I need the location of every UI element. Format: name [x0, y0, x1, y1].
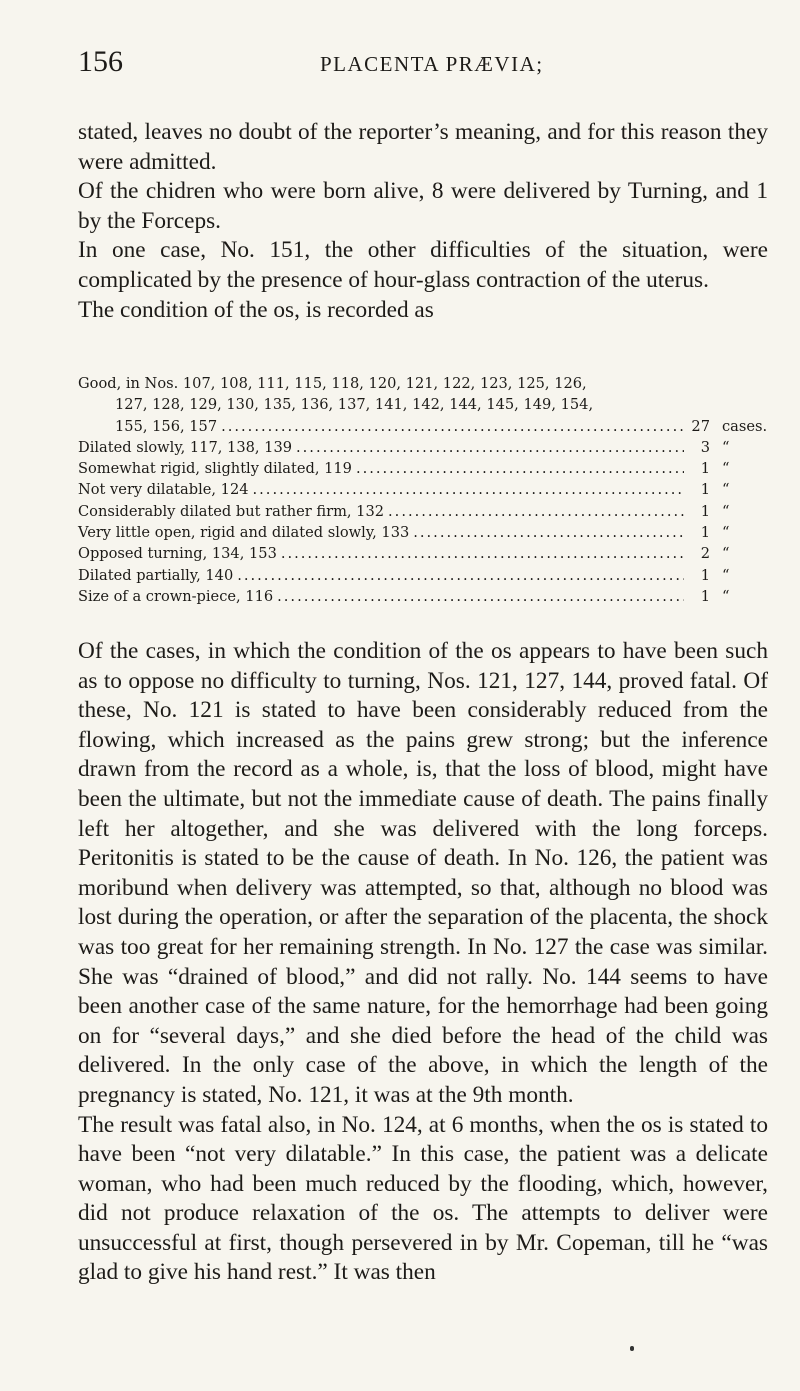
- table-entry-unit: cases.: [722, 417, 768, 435]
- table-entry-label: Opposed turning, 134, 153: [78, 545, 277, 563]
- table-row: [78, 586, 778, 607]
- table-entry-count: 3: [700, 438, 710, 456]
- table-entry-count: 1: [700, 460, 710, 478]
- paragraph: Of the chidren who were born alive, 8 were delivered by Turning, and 1 by the Forceps.: [78, 178, 768, 234]
- table-entry-count: 2: [700, 545, 710, 563]
- leader-dots: [388, 501, 684, 522]
- os-condition-table: [78, 373, 778, 607]
- table-entry-unit: “: [722, 587, 730, 605]
- page-number: 156: [78, 45, 123, 78]
- table-entry-count: 1: [700, 566, 710, 584]
- table-row: [78, 458, 778, 479]
- table-entry-unit: “: [722, 481, 730, 499]
- table-entry-unit: “: [722, 545, 730, 563]
- table-entry-count: 1: [700, 524, 710, 542]
- leader-dots: [281, 543, 684, 564]
- table-row: [78, 479, 778, 500]
- table-entry-count: 1: [700, 587, 710, 605]
- paragraph: Of the cases, in which the condition of the os appears to have been such as to oppose no difficulty to turning, Nos. 121, 127, 144, proved fatal. Of these, No. 121 is stated to have been considerably reduced from the flowing, which increased as the pains grew strong; but the inference drawn from the record as a whole, is, that the loss of blood, might have been the ultimate, but not the immediate cause of death. The pains finally left her altogether, and she was delivered with the long forceps. Peritonitis is stated to be the cause of death. In No. 126, the patient was moribund when delivery was attempted, so that, although no blood was lost during the operation, or after the separation of the placenta, the shock was too great for her remaining strength. In No. 127 the case was similar. She was “drained of blood,” and did not rally. No. 144 seems to have been another case of the same nature, for the hemorrhage had been going on for “several days,” and she died before the head of the child was delivered. In the only case of the above, in which the length of the pregnancy is stated, No. 121, it was at the 9th month.: [78, 638, 768, 1108]
- table-row: [78, 394, 778, 415]
- table-entry-unit: “: [722, 460, 730, 478]
- paragraph: The condition of the os, is recorded as: [78, 296, 434, 323]
- table-entry-unit: “: [722, 566, 730, 584]
- table-entry-label: Considerably dilated but rather firm, 132: [78, 502, 385, 520]
- running-title: PLACENTA PRÆVIA;: [320, 52, 544, 76]
- text-block-bottom: [78, 637, 768, 1288]
- leader-dots: [253, 479, 684, 500]
- table-entry-label: Dilated slowly, 117, 138, 139: [78, 438, 293, 456]
- table-row: [78, 416, 778, 437]
- leader-dots: [277, 586, 684, 607]
- table-entry-label: Somewhat rigid, slightly dilated, 119: [78, 460, 352, 478]
- leader-dots: [296, 437, 684, 458]
- table-row: [78, 522, 778, 543]
- table-row: [78, 501, 778, 522]
- paragraph: In one case, No. 151, the other difficulties of the situation, were complicated by the presence of hour-glass contraction of the uterus.: [78, 237, 768, 293]
- table-entry-unit: “: [722, 438, 730, 456]
- table-entry-label: Not very dilatable, 124: [78, 481, 249, 499]
- table-entry-label: 127, 128, 129, 130, 135, 136, 137, 141, 142, 144, 145, 149, 154,: [115, 396, 594, 414]
- paragraph: stated, leaves no doubt of the reporter’s meaning, and for this reason they were admitted.: [78, 119, 768, 175]
- table-entry-count: 1: [700, 481, 710, 499]
- table-row: [78, 373, 778, 394]
- table-entry-count: 27: [691, 417, 710, 435]
- leader-dots: [221, 416, 684, 437]
- table-entry-label: Size of a crown-piece, 116: [78, 587, 274, 605]
- page-header: [78, 42, 760, 86]
- text-block-top: [78, 118, 768, 325]
- table-entry-unit: “: [722, 524, 730, 542]
- table-entry-count: 1: [700, 502, 710, 520]
- table-row: [78, 565, 778, 586]
- leader-dots: [237, 565, 684, 586]
- table-entry-label: Good, in Nos. 107, 108, 111, 115, 118, 120, 121, 122, 123, 125, 126,: [78, 375, 587, 392]
- paragraph: The result was fatal also, in No. 124, at 6 months, when the os is stated to have been “not very dilatable.” In this case, the patient was a delicate woman, who had been much reduced by the flooding, which, however, did not produce relaxation of the os. The attempts to deliver were unsuccessful at first, though persevered in by Mr. Copeman, till he “was glad to give his hand rest.” It was then: [78, 1111, 768, 1286]
- leader-dots: [413, 522, 684, 543]
- table-entry-label: Very little open, rigid and dilated slowly, 133: [78, 524, 410, 542]
- table-entry-unit: “: [722, 502, 730, 520]
- leader-dots: [356, 458, 684, 479]
- table-entry-label: Dilated partially, 140: [78, 566, 234, 584]
- table-entry-label: 155, 156, 157: [115, 417, 218, 435]
- table-row: [78, 543, 778, 564]
- table-row: [78, 437, 778, 458]
- ink-speck: [630, 1346, 634, 1351]
